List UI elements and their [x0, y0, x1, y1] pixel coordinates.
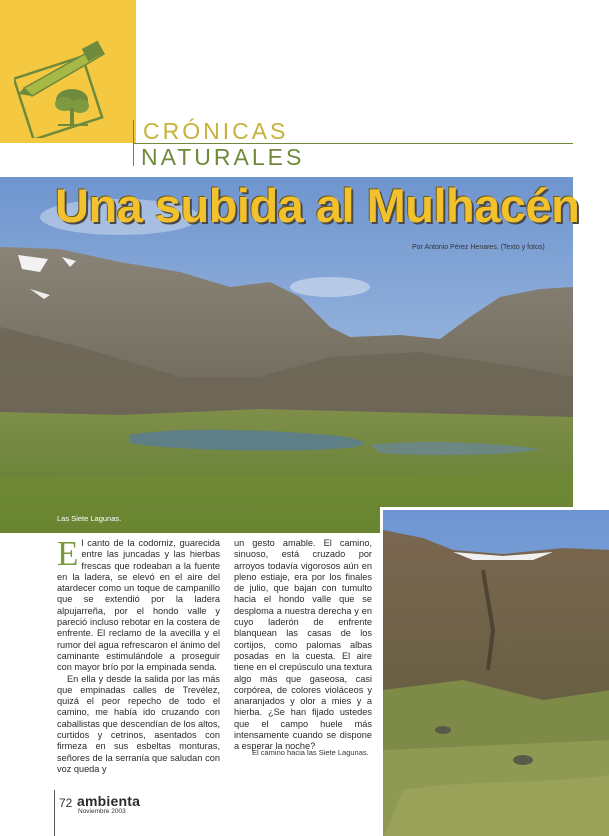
article-column-right	[234, 538, 372, 753]
pen-tree-icon	[14, 28, 114, 138]
footer-divider	[54, 790, 55, 836]
article-column-left	[57, 534, 220, 775]
section-logo	[0, 0, 136, 143]
page-number: 72	[59, 796, 73, 810]
paragraph-1	[57, 534, 220, 674]
paragraph-1-text: l canto de la codorniz, guarecida entre las juncadas y las hierbas frescas que rodeaban a la fuente en la ladera, se elevó en el aire del atardecer como un toque de campanillo que se extendió por la ladera alpujarreña, por el hondo valle y pareció incluso rebotar en la costera de enfrente. El reclamo de la avecilla y el rumor del agua refrescaron el ánimo del caminante estimulándole a proseguir con mayor brío por la empinada senda.	[57, 538, 220, 673]
side-photo	[380, 507, 609, 836]
paragraph-2: En ella y desde la salida por las más que empinadas calles de Trevélez, quizá el peor repecho de todo el camino, me había ido cruzando con caballistas que descendían de los altos, curtidos y cetrinos, asentados con firmeza en sus esbeltas monturas, señores de la serranía que saludan con voz queda y	[57, 673, 220, 774]
dropcap: E	[57, 534, 79, 573]
issue-date: Noviembre 2003	[78, 808, 126, 815]
side-photo-caption: El camino hacia las Siete Lagunas.	[252, 748, 369, 757]
magazine-name: ambienta	[77, 793, 141, 809]
paragraph-3: un gesto amable. El camino, sinuoso, está cruzado por arroyos todavía vigorosos aún en pleno estiaje, era por los finales de julio, que bajan con tumulto hacia el hondo valle que se desploma a nuestra derecha y en cuyo laderón de enfrente blanquean las casas de los cortijos, como palomas albas posadas en la cuesta. El aire tiene en el crepúsculo una textura algo más que gaseosa, casi corpórea, de colores violáceos y anaranjados y olor a mies y a hierba. ¿Se han fijado ustedes que el campo huele más intensamente cuando se dispone a esperar la noche?	[234, 538, 372, 752]
section-title-line1: CRÓNICAS	[143, 118, 289, 144]
article-title: Una subida al Mulhacén	[55, 179, 580, 232]
article-byline: Por Antonio Pérez Henares. (Texto y fotos)	[412, 244, 545, 251]
section-title-line2: NATURALES	[141, 144, 305, 170]
main-photo-caption: Las Siete Lagunas.	[57, 514, 122, 523]
